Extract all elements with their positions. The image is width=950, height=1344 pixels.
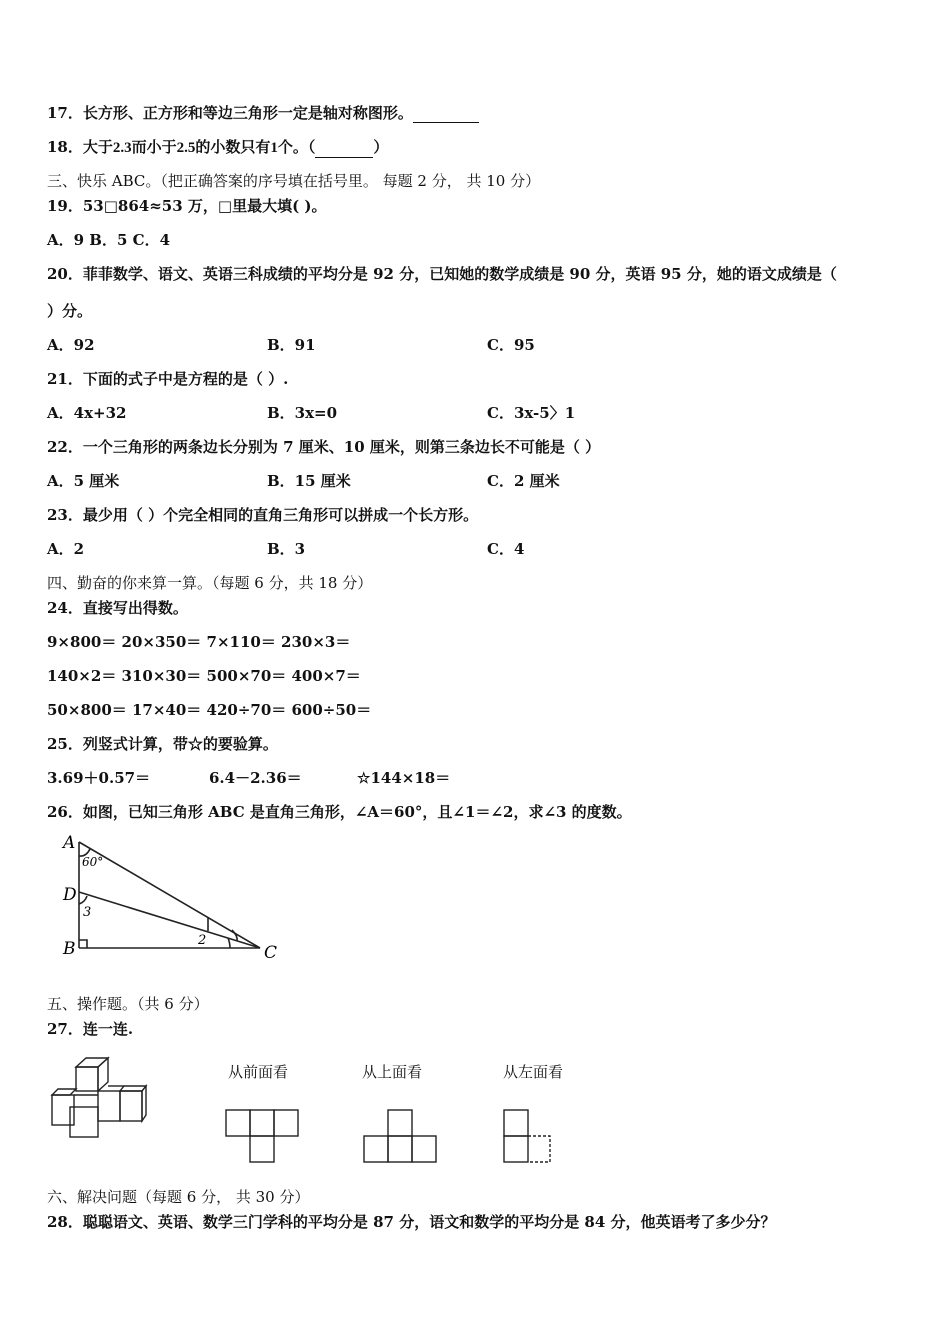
question-22-option-c[interactable]: C．2 厘米 <box>487 472 560 490</box>
segment-dc <box>79 892 260 948</box>
view-left-figure <box>502 1108 557 1164</box>
question-26: 26．如图，已知三角形 ABC 是直角三角形，∠A＝60°，且∠1＝∠2，求∠3 的度数。 <box>47 803 632 821</box>
question-21-option-b[interactable]: B．3x=0 <box>267 404 338 422</box>
question-25-item-3: ☆144×18＝ <box>357 769 451 787</box>
question-23-option-b[interactable]: B．3 <box>267 540 306 558</box>
question-18 <box>47 137 388 158</box>
view-top-figure <box>362 1108 442 1164</box>
number-2-5: 2.5 <box>176 140 196 156</box>
angle-2-arc <box>228 938 230 948</box>
question-20-line-1: 20．菲菲数学、语文、英语三科成绩的平均分是 92 分，已知她的数学成绩是 90 分，英语 95 分，她的语文成绩是（ <box>47 265 837 283</box>
answer-blank[interactable] <box>315 157 373 158</box>
question-20-option-a[interactable]: A．92 <box>47 336 95 354</box>
label-a: A <box>63 833 76 853</box>
question-25: 25．列竖式计算，带☆的要验算。 <box>47 735 278 753</box>
question-28: 28．聪聪语文、英语、数学三门学科的平均分是 87 分，语文和数学的平均分是 84 分，他英语考了多少分？ <box>47 1213 776 1231</box>
view-label-top: 从上面看 <box>362 1063 423 1081</box>
question-18-text-mid2: 的小数只有 <box>195 138 271 156</box>
number-2-3: 2.3 <box>112 140 132 156</box>
side-ac <box>79 842 260 948</box>
question-20-option-b[interactable]: B．91 <box>267 336 316 354</box>
question-22-option-b[interactable]: B．15 厘米 <box>267 472 351 490</box>
question-20-line-2: ）分。 <box>47 302 93 320</box>
angle-3-label: 3 <box>83 905 92 920</box>
view-label-left: 从左面看 <box>503 1063 564 1081</box>
label-b: B <box>63 939 76 959</box>
label-d: D <box>63 885 77 905</box>
question-27: 27．连一连. <box>47 1020 134 1038</box>
question-18-close: ） <box>373 138 389 156</box>
question-19: 19．53□864≈53 万，□里最大填( )。 <box>47 197 327 215</box>
question-21: 21．下面的式子中是方程的是（ ）. <box>47 370 289 388</box>
view-label-front: 从前面看 <box>228 1063 289 1081</box>
question-17 <box>47 103 479 123</box>
number-1: 1 <box>270 140 278 156</box>
label-c: C <box>264 943 278 963</box>
section-5-heading: 五、操作题。（共 6 分） <box>47 995 209 1013</box>
question-24-row-1: 9×800＝ 20×350＝ 7×110＝ 230×3＝ <box>47 633 351 651</box>
question-18-text-mid: 而小于 <box>131 138 177 156</box>
answer-blank[interactable] <box>413 122 479 123</box>
question-22-option-a[interactable]: A．5 厘米 <box>47 472 120 490</box>
question-25-item-2: 6.4－2.36＝ <box>209 769 302 787</box>
question-21-option-a[interactable]: A．4x+32 <box>47 404 127 422</box>
question-18-text: 18．大于 <box>47 138 113 156</box>
question-23-option-c[interactable]: C．4 <box>487 540 525 558</box>
question-23: 23．最少用（ ）个完全相同的直角三角形可以拼成一个长方形。 <box>47 506 479 524</box>
cube-stack-figure <box>48 1055 153 1140</box>
view-front-figure <box>224 1108 304 1164</box>
question-24-row-2: 140×2＝ 310×30＝ 500×70＝ 400×7＝ <box>47 667 361 685</box>
section-4-heading: 四、勤奋的你来算一算。（每题 6 分，共 18 分） <box>47 574 373 592</box>
question-18-text-post: 个。（ <box>277 138 316 156</box>
question-22: 22．一个三角形的两条边长分别为 7 厘米、10 厘米，则第三条边长不可能是（ ） <box>47 438 601 456</box>
angle-3-arc <box>79 896 87 904</box>
question-24: 24．直接写出得数。 <box>47 599 188 617</box>
question-25-item-1: 3.69＋0.57＝ <box>47 769 151 787</box>
section-3-heading: 三、快乐 ABC。（把正确答案的序号填在括号里。 每题 2 分， 共 10 分） <box>47 172 541 190</box>
question-20-option-c[interactable]: C．95 <box>487 336 535 354</box>
question-23-option-a[interactable]: A．2 <box>47 540 85 558</box>
angle-2-label: 2 <box>198 933 207 948</box>
question-24-row-3: 50×800＝ 17×40＝ 420÷70＝ 600÷50＝ <box>47 701 372 719</box>
question-21-option-c[interactable]: C．3x-5〉1 <box>487 404 576 422</box>
angle-60-label: 60° <box>82 855 104 869</box>
right-angle-mark <box>79 940 87 948</box>
triangle-figure <box>60 830 290 965</box>
section-6-heading: 六、解决问题（每题 6 分， 共 30 分） <box>47 1188 310 1206</box>
question-19-options[interactable]: A．9 B．5 C．4 <box>47 231 171 249</box>
question-17-text: 17．长方形、正方形和等边三角形一定是轴对称图形。 <box>47 104 413 122</box>
